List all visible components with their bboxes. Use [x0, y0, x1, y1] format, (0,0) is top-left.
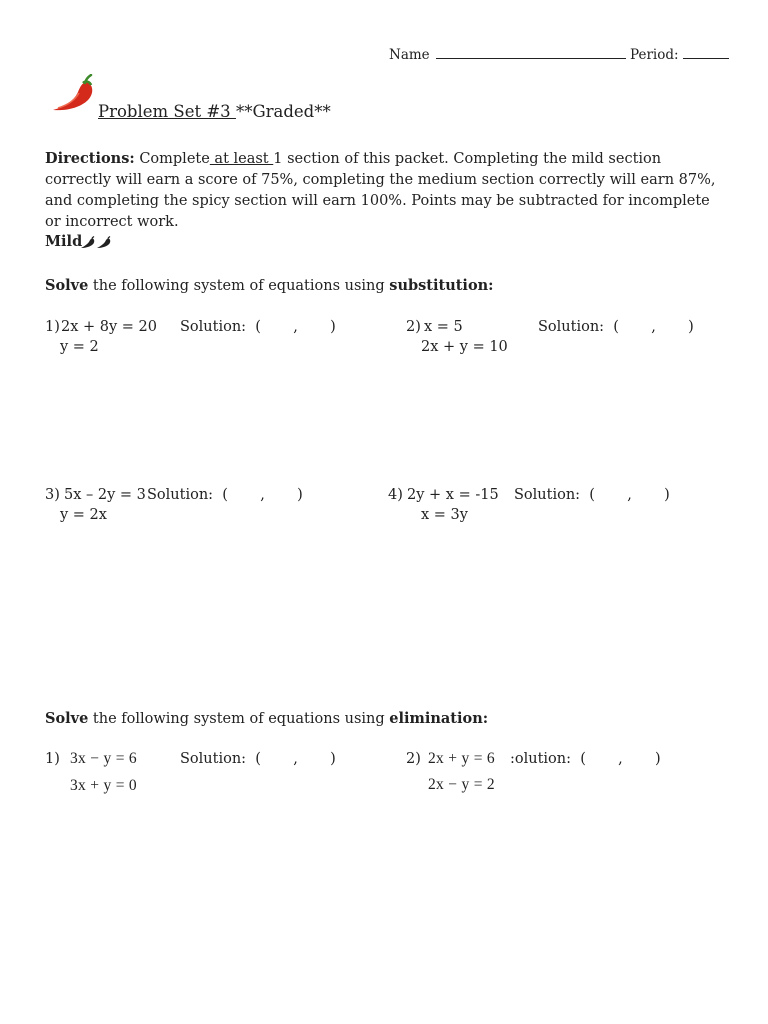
problem-sub-4-eq1: 2y + x = -15: [407, 487, 499, 503]
name-label: Name: [389, 47, 430, 63]
problem-sub-3-eq2: y = 2x: [60, 507, 107, 523]
instruction-text: the following system of equations using: [88, 278, 390, 294]
directions-underlined: at least: [209, 151, 274, 167]
problem-elim-2-solution[interactable]: :olution: ( , ): [510, 751, 661, 767]
problem-sub-2-eq1: x = 5: [424, 319, 463, 335]
name-field: [389, 46, 626, 63]
period-field: [630, 46, 729, 63]
instruction-bold-solve: Solve: [45, 710, 89, 727]
period-blank[interactable]: [683, 46, 729, 59]
directions-label: Directions:: [45, 150, 135, 167]
problem-sub-1-number: 1): [45, 319, 60, 335]
small-pepper-icon: [81, 237, 94, 249]
directions-paragraph: [45, 148, 725, 233]
problem-sub-4-solution[interactable]: Solution: ( , ): [514, 487, 670, 503]
problem-sub-2-eq2: 2x + y = 10: [421, 339, 508, 355]
problem-elim-2-eq1: 2x + y = 6: [428, 750, 495, 767]
page-title: [98, 102, 331, 121]
title-main: Problem Set #3: [98, 102, 236, 121]
problem-elim-1-solution[interactable]: Solution: ( , ): [180, 751, 336, 767]
problem-sub-1-eq2: y = 2: [60, 339, 99, 355]
directions-text-2: 1 section of this packet. Completing the mild section correctly will earn a score of 75%, completing the medium section correctly will earn 87%, and completing the spicy section will earn 100%. Points may be subtracted for incomplete or incorrect work.: [45, 151, 716, 230]
instruction-bold-solve: Solve: [45, 277, 89, 294]
problem-elim-2-number: 2): [406, 751, 421, 767]
substitution-instruction: [45, 277, 494, 294]
instruction-text: the following system of equations using: [88, 711, 390, 727]
section-mild: [45, 233, 82, 250]
problem-sub-3-number: 3): [45, 487, 60, 503]
elimination-instruction: [45, 710, 488, 727]
problem-elim-1-eq2: 3x + y = 0: [70, 777, 137, 794]
period-label: Period:: [630, 47, 679, 63]
problem-sub-3-solution[interactable]: Solution: ( , ): [147, 487, 303, 503]
title-suffix: **Graded**: [235, 102, 331, 121]
problem-sub-1-solution[interactable]: Solution: ( , ): [180, 319, 336, 335]
problem-sub-2-number: 2): [406, 319, 421, 335]
name-blank[interactable]: [436, 46, 626, 59]
chili-pepper-icon: [50, 74, 96, 114]
problem-elim-2-eq2: 2x − y = 2: [428, 776, 495, 793]
directions-text-1: Complete: [134, 151, 210, 167]
problem-sub-3-eq1: 5x – 2y = 3: [64, 487, 146, 503]
problem-sub-1-eq1: 2x + 8y = 20: [61, 319, 158, 335]
problem-sub-2-solution[interactable]: Solution: ( , ): [538, 319, 694, 335]
problem-elim-1-eq1: 3x − y = 6: [70, 750, 137, 767]
small-pepper-icon: [97, 237, 110, 249]
section-label: Mild: [45, 233, 83, 250]
problem-elim-1-number: 1): [45, 751, 60, 767]
problem-sub-4-number: 4): [388, 487, 403, 503]
instruction-bold-method: elimination:: [389, 710, 489, 727]
mild-peppers-icon: [80, 236, 112, 250]
instruction-bold-method: substitution:: [389, 277, 494, 294]
problem-sub-4-eq2: x = 3y: [421, 507, 468, 523]
